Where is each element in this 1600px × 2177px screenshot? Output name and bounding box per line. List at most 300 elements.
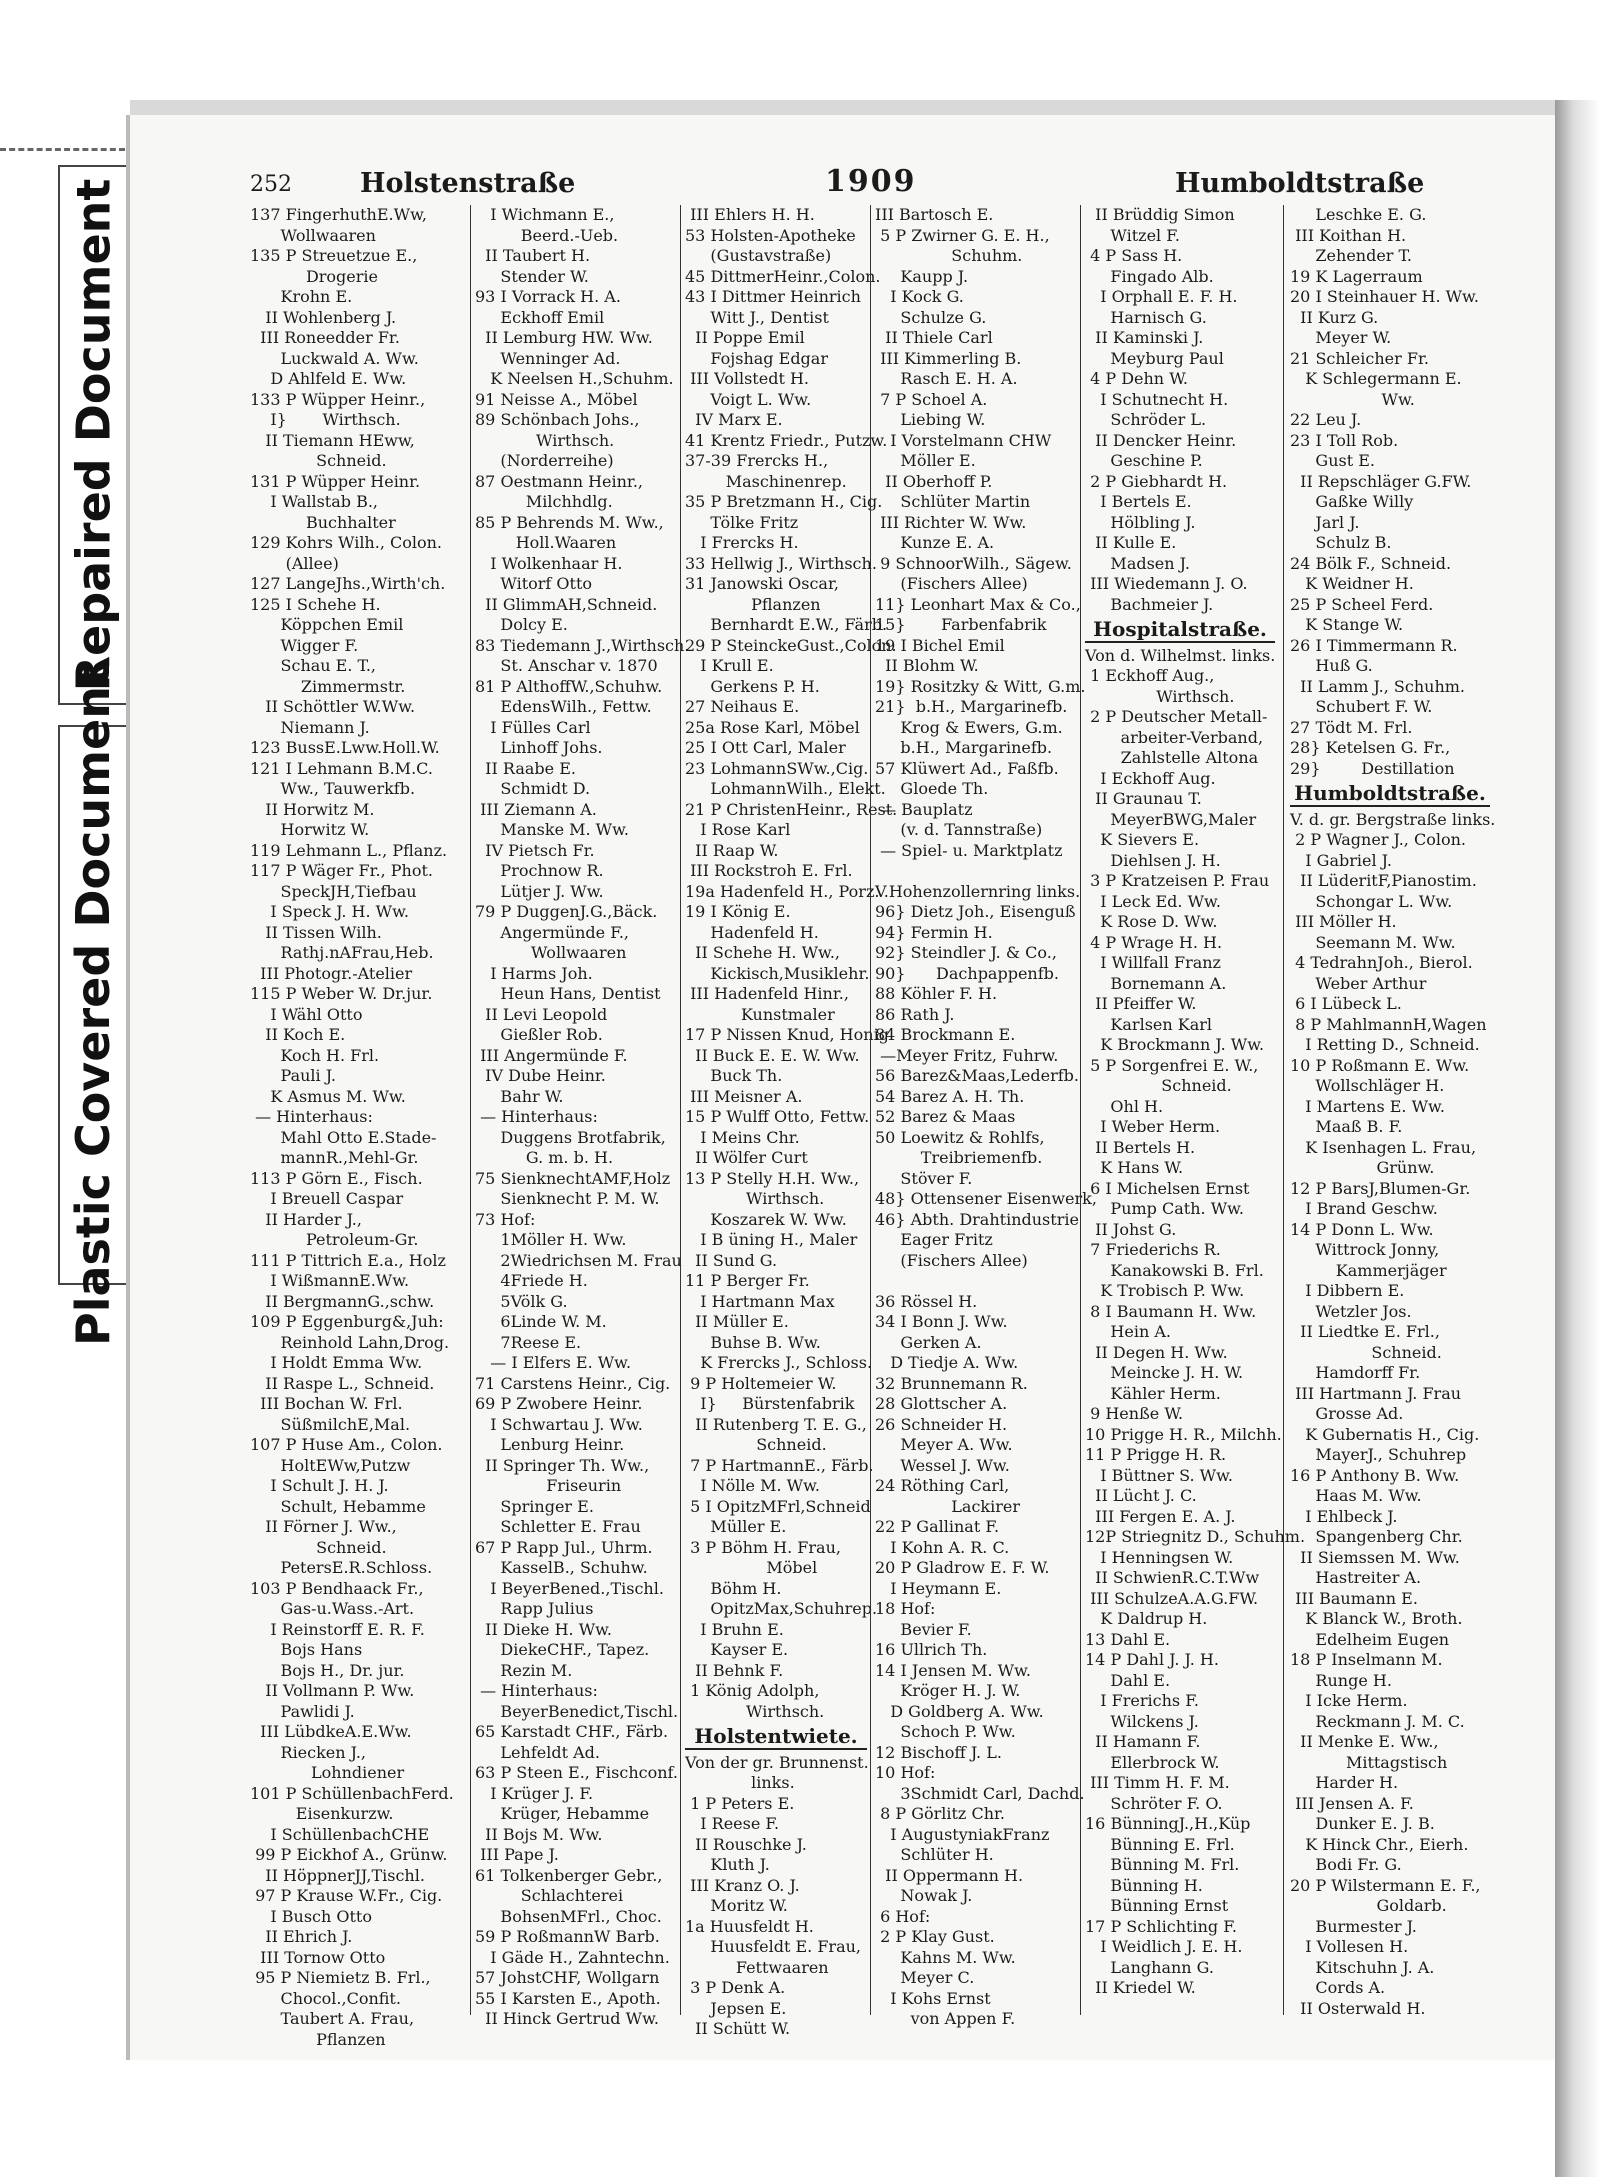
directory-entry: (Allee) — [250, 553, 339, 573]
year-title: 1909 — [825, 164, 917, 199]
directory-entry: Möller E. — [875, 451, 976, 470]
directory-entry: Wittrock Jonny, — [1290, 1240, 1440, 1259]
directory-entry: Wollwaaren — [475, 943, 627, 962]
directory-entry: (Fischers Allee) — [875, 1250, 1028, 1270]
directory-entry: 21} b.H., Margarinefb. — [875, 697, 1068, 716]
directory-entry: 61 Tolkenberger Gebr., — [475, 1865, 663, 1885]
directory-entry: II SchwienR.C.T.Ww — [1085, 1568, 1260, 1587]
directory-entry: K Trobisch P. Ww. — [1085, 1281, 1245, 1300]
directory-entry: I Martens E. Ww. — [1290, 1096, 1445, 1116]
directory-entry: 23 I Toll Rob. — [1290, 430, 1399, 450]
directory-entry: Schau E. T., — [250, 656, 377, 675]
directory-entry: I Speck J. H. Ww. — [250, 902, 409, 921]
page-edge-dashes — [0, 148, 125, 151]
directory-entry: II Siemssen M. Ww. — [1290, 1547, 1460, 1567]
directory-entry: II Hinck Gertrud Ww. — [475, 2009, 659, 2028]
directory-entry: II Graunau T. — [1085, 789, 1202, 808]
directory-entry: Hein A. — [1085, 1322, 1171, 1341]
directory-entry: 19 I Bichel Emil — [875, 635, 1005, 655]
directory-entry: Wirthsch. — [1085, 686, 1235, 706]
directory-entry: Wirthsch. — [475, 430, 615, 450]
directory-entry: II Levi Leopold — [475, 1004, 608, 1024]
directory-entry: — I Elfers E. Ww. — [475, 1353, 632, 1372]
directory-entry: Goldarb. — [1290, 1896, 1447, 1915]
directory-entry: 1 P Peters E. — [685, 1793, 795, 1813]
page-binding-shadow — [1555, 100, 1600, 2177]
directory-entry: Kaupp J. — [875, 266, 969, 286]
directory-entry: I Wolkenhaar H. — [475, 553, 623, 573]
directory-entry: 7 P Schoel A. — [875, 389, 988, 409]
column-divider — [470, 205, 471, 2015]
directory-entry: 4Friede H. — [475, 1271, 588, 1290]
directory-entry: I Frercks H. — [685, 533, 799, 552]
directory-entry: II Rutenberg T. E. G., — [685, 1414, 867, 1434]
directory-entry: 3 P Böhm H. Frau, — [685, 1537, 841, 1557]
repaired-document-label: Repaired Document — [66, 178, 121, 692]
directory-entry: 53 Holsten-Apotheke — [685, 225, 856, 245]
directory-entry: PetersE.R.Schloss. — [250, 1558, 433, 1577]
directory-entry: Gerkens P. H. — [685, 676, 820, 696]
directory-entry: Burmester J. — [1290, 1916, 1417, 1936]
column-divider — [680, 205, 681, 2015]
directory-entry: II Lemburg HW. Ww. — [475, 328, 653, 347]
directory-entry: II Buck E. E. W. Ww. — [685, 1045, 860, 1065]
directory-entry: Kahns M. Ww. — [875, 1947, 1016, 1967]
directory-entry: K Daldrup H. — [1085, 1609, 1208, 1628]
directory-entry: K Neelsen H.,Schuhm. — [475, 369, 674, 388]
directory-entry: 10 Hof: — [875, 1763, 936, 1782]
directory-entry: III Jensen A. F. — [1290, 1793, 1414, 1813]
directory-entry: 31 Janowski Oscar, — [685, 574, 839, 593]
directory-entry: II Behnk F. — [685, 1660, 784, 1680]
directory-entry: II Raap W. — [685, 840, 779, 860]
directory-entry: II Poppe Emil — [685, 328, 805, 347]
directory-entry: Lenburg Heinr. — [475, 1435, 625, 1454]
directory-entry: Gloede Th. — [875, 779, 989, 798]
directory-entry: 133 P Wüpper Heinr., — [250, 389, 426, 409]
directory-entry: MeyerBWG,Maler — [1085, 809, 1257, 829]
directory-entry: 71 Carstens Heinr., Cig. — [475, 1373, 671, 1393]
directory-entry: 2Wiedrichsen M. Frau — [475, 1250, 682, 1270]
directory-entry: Bünning M. Frl. — [1085, 1855, 1240, 1874]
directory-entry: 93 I Vorrack H. A. — [475, 287, 621, 306]
directory-entry: I Dibbern E. — [1290, 1281, 1405, 1300]
directory-entry: I SchüllenbachCHE — [250, 1824, 430, 1844]
directory-entry: II Menke E. Ww., — [1290, 1732, 1439, 1751]
street-heading: Holstentwiete. — [685, 1726, 867, 1750]
directory-entry: DiekeCHF., Tapez. — [475, 1640, 650, 1659]
directory-entry: OpitzMax,Schuhrep. — [685, 1599, 878, 1618]
directory-entry: Schubert F. W. — [1290, 697, 1433, 716]
directory-entry: Gießler Rob. — [475, 1025, 603, 1044]
directory-entry: Koszarek W. Ww. — [685, 1209, 847, 1229]
directory-entry: I WißmannE.Ww. — [250, 1271, 410, 1290]
directory-entry: I Henningsen W. — [1085, 1547, 1234, 1567]
directory-entry: 12 P BarsJ,Blumen-Gr. — [1290, 1178, 1471, 1198]
directory-entry: 107 P Huse Am., Colon. — [250, 1435, 443, 1454]
directory-entry: I Leck Ed. Ww. — [1085, 891, 1221, 911]
directory-entry: SüßmilchE,Mal. — [250, 1414, 411, 1434]
directory-entry: 56 Barez&Maas,Lederfb. — [875, 1066, 1079, 1085]
directory-entry: II Tissen Wilh. — [250, 922, 382, 942]
plastic-covered-document-tab — [58, 664, 128, 1346]
directory-entry: Krohn E. — [250, 287, 353, 306]
directory-entry: Hamdorff Fr. — [1290, 1363, 1421, 1382]
directory-entry: Riecken J., — [250, 1742, 367, 1762]
directory-entry: I BeyerBened.,Tischl. — [475, 1578, 664, 1598]
directory-entry: 33 Hellwig J., Wirthsch. — [685, 553, 877, 573]
directory-entry: 55 I Karsten E., Apoth. — [475, 1988, 661, 2008]
directory-entry: Bodi Fr. G. — [1290, 1855, 1402, 1874]
directory-entry: 14 P Dahl J. J. H. — [1085, 1650, 1219, 1669]
directory-entry: Hadenfeld H. — [685, 922, 819, 942]
directory-entry: 8 I Baumann H. Ww. — [1085, 1301, 1257, 1321]
directory-entry: Gust E. — [1290, 451, 1376, 470]
directory-entry: I Breuell Caspar — [250, 1189, 404, 1208]
directory-entry: Witorf Otto — [475, 574, 593, 593]
directory-entry: Schmidt D. — [475, 779, 591, 798]
directory-entry: Prochnow R. — [475, 861, 604, 880]
directory-entry: Kunstmaler — [685, 1004, 835, 1024]
directory-entry: II Tiemann HEww, — [250, 430, 415, 450]
directory-entry: Rathj.nAFrau,Heb. — [250, 943, 434, 962]
directory-entry: Mahl Otto E.Stade- — [250, 1127, 437, 1147]
directory-entry: Eckhoff Emil — [475, 307, 605, 327]
directory-entry: 73 Hof: — [475, 1209, 536, 1229]
directory-entry: 3 P Kratzeisen P. Frau — [1085, 871, 1270, 890]
directory-entry: 16 P Anthony B. Ww. — [1290, 1465, 1460, 1485]
directory-entry: III Tornow Otto — [250, 1947, 386, 1967]
directory-entry: 5 P Sorgenfrei E. W., — [1085, 1055, 1259, 1075]
directory-entry: MayerJ., Schuhrep — [1290, 1445, 1467, 1464]
directory-entry: I Eckhoff Aug. — [1085, 768, 1216, 788]
directory-entry: 43 I Dittmer Heinrich — [685, 287, 861, 306]
directory-entry: I Busch Otto — [250, 1906, 372, 1926]
directory-entry: Kröger H. J. W. — [875, 1681, 1021, 1700]
directory-entry: Petroleum-Gr. — [250, 1230, 419, 1249]
directory-entry: St. Anschar v. 1870 — [475, 656, 658, 675]
directory-entry: Huusfeldt E. Frau, — [685, 1937, 861, 1956]
directory-entry: III Meisner A. — [685, 1086, 803, 1106]
directory-entry: 115 P Weber W. Dr.jur. — [250, 984, 433, 1003]
directory-entry: 83 Tiedemann J.,Wirthsch. — [475, 635, 690, 655]
directory-entry: K Rose D. Ww. — [1085, 912, 1218, 931]
directory-entry: III Hartmann J. Frau — [1290, 1383, 1462, 1403]
directory-entry: 22 P Gallinat F. — [875, 1517, 1000, 1536]
directory-entry: II Raspe L., Schneid. — [250, 1373, 435, 1393]
directory-entry: K Hinck Chr., Eierh. — [1290, 1834, 1469, 1854]
directory-entry: K Weidner H. — [1290, 574, 1414, 593]
directory-entry: 19 I König E. — [685, 902, 791, 921]
directory-entry: 1 König Adolph, — [685, 1681, 820, 1700]
directory-entry: Fettwaaren — [685, 1957, 829, 1977]
directory-entry: Ww., Tauwerkfb. — [250, 779, 416, 798]
directory-entry: Luckwald A. Ww. — [250, 348, 419, 368]
directory-entry: Von d. Wilhelmst. links. — [1085, 645, 1276, 665]
directory-entry: Hastreiter A. — [1290, 1568, 1422, 1587]
directory-entry: Bornemann A. — [1085, 973, 1227, 993]
directory-entry: Holl.Waaren — [475, 533, 617, 552]
directory-entry: 6 I Lübeck L. — [1290, 994, 1402, 1013]
directory-entry: Gaßke Willy — [1290, 492, 1414, 511]
page-number: 252 — [250, 172, 292, 197]
directory-entry: I Vollesen H. — [1290, 1937, 1409, 1956]
directory-entry: Möbel — [685, 1558, 818, 1577]
directory-entry: III Wiedemann J. O. — [1085, 574, 1248, 593]
directory-entry: II Oberhoff P. — [875, 471, 993, 491]
directory-entry: Wigger F. — [250, 635, 359, 655]
directory-entry: 86 Rath J. — [875, 1004, 955, 1024]
directory-entry: II Hamann F. — [1085, 1732, 1201, 1751]
directory-entry: 52 Barez & Maas — [875, 1107, 1016, 1126]
directory-entry: II Pfeiffer W. — [1085, 994, 1197, 1013]
directory-entry: Schneid. — [1290, 1342, 1442, 1362]
directory-entry: I Reese F. — [685, 1814, 780, 1833]
directory-entry: Schulz B. — [1290, 533, 1392, 552]
directory-entry: arbeiter-Verband, — [1085, 727, 1264, 747]
directory-entry: Pflanzen — [250, 2029, 386, 2049]
directory-entry: Meyer W. — [1290, 328, 1392, 347]
directory-entry: 41 Krentz Friedr., Putzw. — [685, 430, 888, 450]
directory-entry: Schneid. — [250, 1537, 387, 1557]
directory-entry: III Bartosch E. — [875, 205, 994, 224]
directory-entry: 131 P Wüpper Heinr. — [250, 471, 421, 491]
column-4 — [875, 205, 1097, 2030]
directory-entry: Schröder L. — [1085, 410, 1207, 429]
directory-entry: III Koithan H. — [1290, 225, 1407, 245]
directory-entry: 26 I Timmermann R. — [1290, 635, 1458, 655]
directory-entry: 79 P DuggenJ.G.,Bäck. — [475, 902, 658, 921]
directory-entry: 67 P Rapp Jul., Uhrm. — [475, 1537, 653, 1557]
directory-entry: Koch H. Frl. — [250, 1045, 380, 1065]
directory-entry: 92} Steindler J. & Co., — [875, 943, 1057, 962]
directory-entry: Schult, Hebamme — [250, 1496, 426, 1516]
directory-entry: Wetzler Jos. — [1290, 1301, 1412, 1321]
directory-entry: 69 P Zwobere Heinr. — [475, 1394, 643, 1413]
directory-entry: Spangenberg Chr. — [1290, 1527, 1463, 1546]
directory-entry: 24 Röthing Carl, — [875, 1476, 1010, 1495]
directory-entry: Voigt L. Ww. — [685, 389, 812, 409]
directory-entry: Schletter E. Frau — [475, 1517, 641, 1536]
directory-entry: II Kaminski J. — [1085, 328, 1204, 347]
directory-entry: 20 P Gladrow E. F. W. — [875, 1558, 1050, 1577]
directory-entry: Bernhardt E.W., Färb. — [685, 615, 888, 634]
directory-entry: K Blanck W., Broth. — [1290, 1609, 1463, 1628]
directory-entry: 29 P SteinckeGust.,Colon. — [685, 635, 897, 655]
directory-entry: 109 P Eggenburg&,Juh: — [250, 1312, 444, 1331]
directory-entry: Bünning H. — [1085, 1875, 1203, 1895]
directory-entry: 36 Rössel H. — [875, 1291, 978, 1311]
directory-entry: I Kock G. — [875, 287, 964, 306]
directory-entry: 35 P Bretzmann H., Cig. — [685, 492, 883, 511]
directory-entry: II Ehrich J. — [250, 1927, 353, 1946]
directory-entry: 12 Bischoff J. L. — [875, 1742, 1002, 1762]
directory-entry: Chocol.,Confit. — [250, 1988, 401, 2008]
directory-entry: 95 P Niemietz B. Frl., — [250, 1968, 431, 1987]
directory-entry: Angermünde F., — [475, 922, 630, 942]
directory-entry: Schlachterei — [475, 1886, 624, 1905]
directory-entry: I Orphall E. F. H. — [1085, 287, 1238, 306]
directory-entry: Grosse Ad. — [1290, 1404, 1404, 1423]
directory-entry: Springer E. — [475, 1496, 594, 1516]
directory-entry: I Rose Karl — [685, 820, 791, 839]
directory-entry: II Johst G. — [1085, 1219, 1177, 1239]
directory-entry: II Oppermann H. — [875, 1865, 1024, 1885]
directory-entry: D Ahlfeld E. Ww. — [250, 369, 407, 388]
directory-entry: b.H., Margarinefb. — [875, 738, 1053, 757]
column-2 — [475, 205, 690, 2030]
directory-entry: Kammerjäger — [1290, 1260, 1447, 1280]
directory-entry: Bojs H., Dr. jur. — [250, 1660, 405, 1680]
directory-entry: I Kohn A. R. C. — [875, 1537, 1010, 1557]
directory-entry: Wollwaaren — [250, 225, 376, 245]
directory-entry: LohmannWilh., Elekt. — [685, 779, 886, 798]
directory-entry: Runge H. — [1290, 1670, 1392, 1690]
directory-entry: Jarl J. — [1290, 512, 1360, 532]
directory-entry: I Krüger J. F. — [475, 1783, 594, 1803]
directory-entry: III Pape J. — [475, 1845, 559, 1864]
directory-entry: Geschine P. — [1085, 451, 1203, 470]
directory-entry: III Kimmerling B. — [875, 348, 1022, 368]
directory-entry: 63 P Steen E., Fischconf. — [475, 1763, 678, 1782]
directory-entry: (Fischers Allee) — [875, 574, 1028, 593]
directory-entry: 111 P Tittrich E.a., Holz — [250, 1250, 446, 1270]
directory-entry: Liebing W. — [875, 410, 986, 429]
directory-entry: IV Dube Heinr. — [475, 1066, 606, 1085]
directory-entry: II Taubert H. — [475, 246, 591, 265]
directory-entry: 18 P Inselmann M. — [1290, 1650, 1443, 1669]
directory-entry: 15} Farbenfabrik — [875, 615, 1047, 634]
directory-entry: III Timm H. F. M. — [1085, 1773, 1230, 1792]
directory-entry: 127 LangeJhs.,Wirth'ch. — [250, 574, 446, 593]
directory-entry: Bünning Ernst — [1085, 1896, 1229, 1915]
directory-entry: II Harder J., — [250, 1209, 362, 1229]
directory-entry: I Büttner S. Ww. — [1085, 1465, 1233, 1485]
directory-entry: I Weidlich J. E. H. — [1085, 1937, 1243, 1956]
directory-entry: 13 P Stelly H.H. Ww., — [685, 1168, 860, 1188]
directory-entry: Pauli J. — [250, 1066, 336, 1085]
directory-entry: III Bochan W. Frl. — [250, 1394, 403, 1413]
directory-entry: — Hinterhaus: — [250, 1107, 373, 1126]
directory-entry: II Sund G. — [685, 1250, 778, 1270]
directory-entry: 6 I Michelsen Ernst — [1085, 1178, 1250, 1198]
directory-entry: Böhm H. — [685, 1578, 782, 1598]
directory-entry: 21 Schleicher Fr. — [1290, 348, 1429, 368]
directory-entry: 4 P Wrage H. H. — [1085, 932, 1223, 952]
directory-entry: Kluth J. — [685, 1855, 770, 1874]
directory-entry: 25a Rose Karl, Möbel — [685, 717, 860, 737]
directory-entry: II GlimmAH,Schneid. — [475, 594, 658, 614]
directory-entry: Drogerie — [250, 266, 378, 286]
directory-entry: Schongar L. Ww. — [1290, 891, 1453, 911]
directory-entry: 54 Barez A. H. Th. — [875, 1086, 1025, 1106]
directory-entry: 27 Tödt M. Frl. — [1290, 717, 1413, 737]
directory-entry: III Vollstedt H. — [685, 369, 809, 388]
directory-entry: I Weber Herm. — [1085, 1117, 1221, 1136]
directory-entry: III Baumann E. — [1290, 1588, 1418, 1608]
left-street-title: Holstenstraße — [360, 168, 576, 199]
directory-entry: — Bauplatz — [875, 799, 973, 819]
directory-entry: Wessel J. Ww. — [875, 1455, 1010, 1475]
directory-entry: II Liedtke E. Frl., — [1290, 1322, 1440, 1341]
directory-entry: Tölke Fritz — [685, 512, 799, 532]
directory-entry: I Vorstelmann CHW — [875, 430, 1052, 450]
directory-entry: 113 P Görn E., Fisch. — [250, 1168, 423, 1188]
directory-entry: 135 P Streuetzue E., — [250, 246, 418, 265]
directory-entry: 59 P RoßmannW Barb. — [475, 1927, 660, 1946]
directory-entry: Reckmann J. M. C. — [1290, 1711, 1465, 1731]
directory-entry: links. — [685, 1773, 795, 1792]
directory-entry: I Wähl Otto — [250, 1004, 363, 1024]
directory-entry: 91 Neisse A., Möbel — [475, 389, 638, 409]
directory-entry: 28 Glottscher A. — [875, 1394, 1008, 1413]
directory-entry: 85 P Behrends M. Ww., — [475, 512, 664, 532]
directory-entry: (Norderreihe) — [475, 451, 614, 470]
directory-entry: II Repschläger G.FW. — [1290, 471, 1472, 491]
directory-entry: 5 I OpitzMFrl,Schneid — [685, 1496, 871, 1516]
directory-entry: Lackirer — [875, 1496, 1020, 1516]
column-6 — [1290, 205, 1496, 2019]
directory-entry: Meyer C. — [875, 1968, 975, 1987]
directory-entry: III Hadenfeld Hinr., — [685, 984, 849, 1003]
directory-entry: 29} Destillation — [1290, 758, 1455, 778]
directory-entry: V.Hohenzollernring links. — [875, 881, 1081, 901]
directory-entry: Rapp Julius — [475, 1599, 594, 1618]
directory-entry: Rezin M. — [475, 1660, 573, 1680]
directory-entry: 25 P Scheel Ferd. — [1290, 594, 1434, 614]
directory-entry: Dolcy E. — [475, 615, 568, 634]
directory-entry: (v. d. Tannstraße) — [875, 820, 1043, 839]
column-divider — [870, 205, 871, 2015]
directory-entry: 129 Kohrs Wilh., Colon. — [250, 533, 443, 552]
directory-entry: D Goldberg A. Ww. — [875, 1701, 1044, 1721]
directory-entry: 20 I Steinhauer H. Ww. — [1290, 287, 1479, 306]
directory-entry: II Wölfer Curt — [685, 1148, 808, 1167]
directory-entry: 14 I Jensen M. Ww. — [875, 1660, 1031, 1680]
directory-entry: 9 P Holtemeier W. — [685, 1373, 837, 1393]
directory-entry: Harder H. — [1290, 1773, 1399, 1792]
column-1 — [250, 205, 462, 2050]
directory-entry: K Asmus M. Ww. — [250, 1086, 406, 1106]
directory-entry: Schneid. — [685, 1435, 827, 1454]
directory-entry: 19} Rositzky & Witt, G.m. — [875, 676, 1086, 696]
directory-entry: Witzel F. — [1085, 225, 1180, 245]
directory-entry: I AugustyniakFranz — [875, 1824, 1050, 1844]
directory-entry: Kunze E. A. — [875, 533, 995, 552]
directory-entry: II Dieke H. Ww. — [475, 1619, 613, 1639]
directory-entry: 88 Köhler F. H. — [875, 984, 998, 1003]
directory-entry: II BergmannG.,schw. — [250, 1291, 435, 1311]
directory-entry: I Icke Herm. — [1290, 1691, 1408, 1710]
directory-entry: Schlüter H. — [875, 1845, 994, 1864]
directory-entry: 11} Leonhart Max & Co., — [875, 594, 1081, 614]
directory-entry: 57 Klüwert Ad., Faßfb. — [875, 758, 1059, 778]
directory-entry: 9 Henße W. — [1085, 1404, 1184, 1423]
directory-entry: I Wichmann E., — [475, 205, 615, 224]
directory-entry: Harnisch G. — [1085, 307, 1207, 327]
directory-entry: 2 P Wagner J., Colon. — [1290, 830, 1466, 849]
directory-entry: — Spiel- u. Marktplatz — [875, 840, 1063, 860]
directory-entry: 3 P Denk A. — [685, 1978, 786, 1997]
directory-entry: Wenninger Ad. — [475, 348, 621, 368]
directory-entry: Eager Fritz — [875, 1230, 993, 1249]
directory-entry: 20 P Wilstermann E. F., — [1290, 1875, 1481, 1895]
directory-entry: Kanakowski B. Frl. — [1085, 1260, 1264, 1280]
directory-entry: Lütjer J. Ww. — [475, 881, 604, 901]
directory-entry: Cords A. — [1290, 1978, 1386, 1997]
directory-entry: Maschinenrep. — [685, 471, 847, 491]
directory-entry: Buck Th. — [685, 1066, 783, 1085]
